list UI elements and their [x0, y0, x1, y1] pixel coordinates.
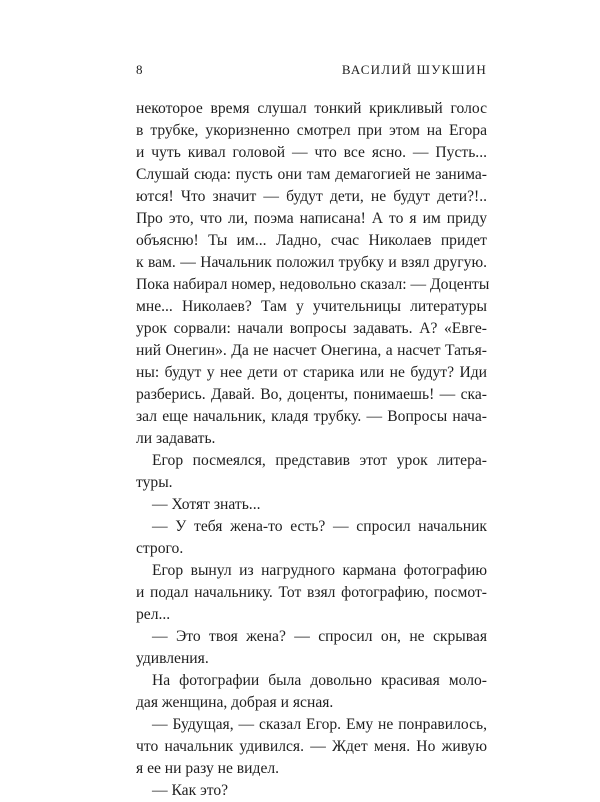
text-line: дая женщина, добрая и ясная. — [136, 694, 334, 711]
text-line: — У тебя жена-то есть? — спросил начальник — [152, 518, 487, 535]
text-line: и чуть кивал головой — что все ясно. — Пусть... — [136, 144, 487, 161]
text-line: строго. — [136, 540, 184, 557]
text-line: ли задавать. — [136, 430, 216, 447]
text-line: рел... — [136, 606, 171, 623]
text-line: туры. — [136, 474, 173, 491]
paragraph — [136, 516, 487, 560]
author-name: ВАСИЛИЙ ШУКШИН — [341, 62, 487, 77]
text-line: урок сорвали: начали вопросы задавать. А? «Евге- — [136, 320, 487, 337]
paragraph — [136, 780, 487, 802]
text-line: мне... Николаев? Там у учительницы литературы — [136, 298, 487, 315]
text-line: Пока набирал номер, недовольно сказал: — Доценты — [136, 276, 490, 293]
paragraph — [136, 98, 490, 450]
paragraph — [136, 714, 487, 780]
body-text — [136, 98, 490, 802]
text-line: и подал начальнику. Тот взял фотографию, посмот- — [136, 584, 487, 601]
paragraph — [136, 450, 487, 494]
paragraph — [136, 670, 487, 714]
text-line: зал еще начальник, кладя трубку. — Вопросы нача- — [136, 408, 487, 425]
text-line: разберись. Давай. Во, доценты, понимаешь! — ска- — [136, 386, 487, 403]
text-line: — Это твоя жена? — спросил он, не скрывая — [152, 628, 487, 645]
text-line: что начальник удивился. — Ждет меня. Но живую — [136, 738, 487, 755]
text-line: Слушай сюда: пусть они там демагогией не занима- — [136, 166, 487, 183]
text-line: — Как это? — [152, 782, 229, 799]
paragraph — [136, 560, 487, 626]
text-line: — Хотят знать... — [152, 496, 261, 513]
text-line: я ее ни разу не видел. — [136, 760, 280, 777]
text-line: объясню! Ты им... Ладно, счас Николаев придет — [136, 232, 487, 249]
text-line: Егор вынул из нагрудного кармана фотографию — [152, 562, 487, 579]
text-line: ются! Что значит — будут дети, не будут дети?!.. — [136, 188, 487, 205]
text-line: Про это, что ли, поэма написана! А то я им приду — [136, 210, 487, 227]
text-line: удивления. — [136, 650, 209, 667]
text-line: в трубке, укоризненно смотрел при этом на Егора — [136, 122, 487, 139]
running-head — [136, 62, 487, 80]
text-line: ний Онегин». Да не насчет Онегина, а насчет Татья- — [136, 342, 487, 359]
text-line: Егор посмеялся, представив этот урок литера- — [152, 452, 487, 469]
text-line: ны: будут у нее дети от старика или не будут? Иди — [136, 364, 487, 381]
paragraph — [136, 626, 487, 670]
text-line: к вам. — Начальник положил трубку и взял другую. — [136, 254, 487, 271]
paragraph — [136, 494, 487, 516]
text-line: некоторое время слушал тонкий крикливый голос — [136, 100, 487, 117]
text-line: На фотографии была довольно красивая моло- — [152, 672, 487, 689]
page-number: 8 — [136, 62, 144, 77]
text-line: — Будущая, — сказал Егор. Ему не понравилось, — [152, 716, 487, 733]
